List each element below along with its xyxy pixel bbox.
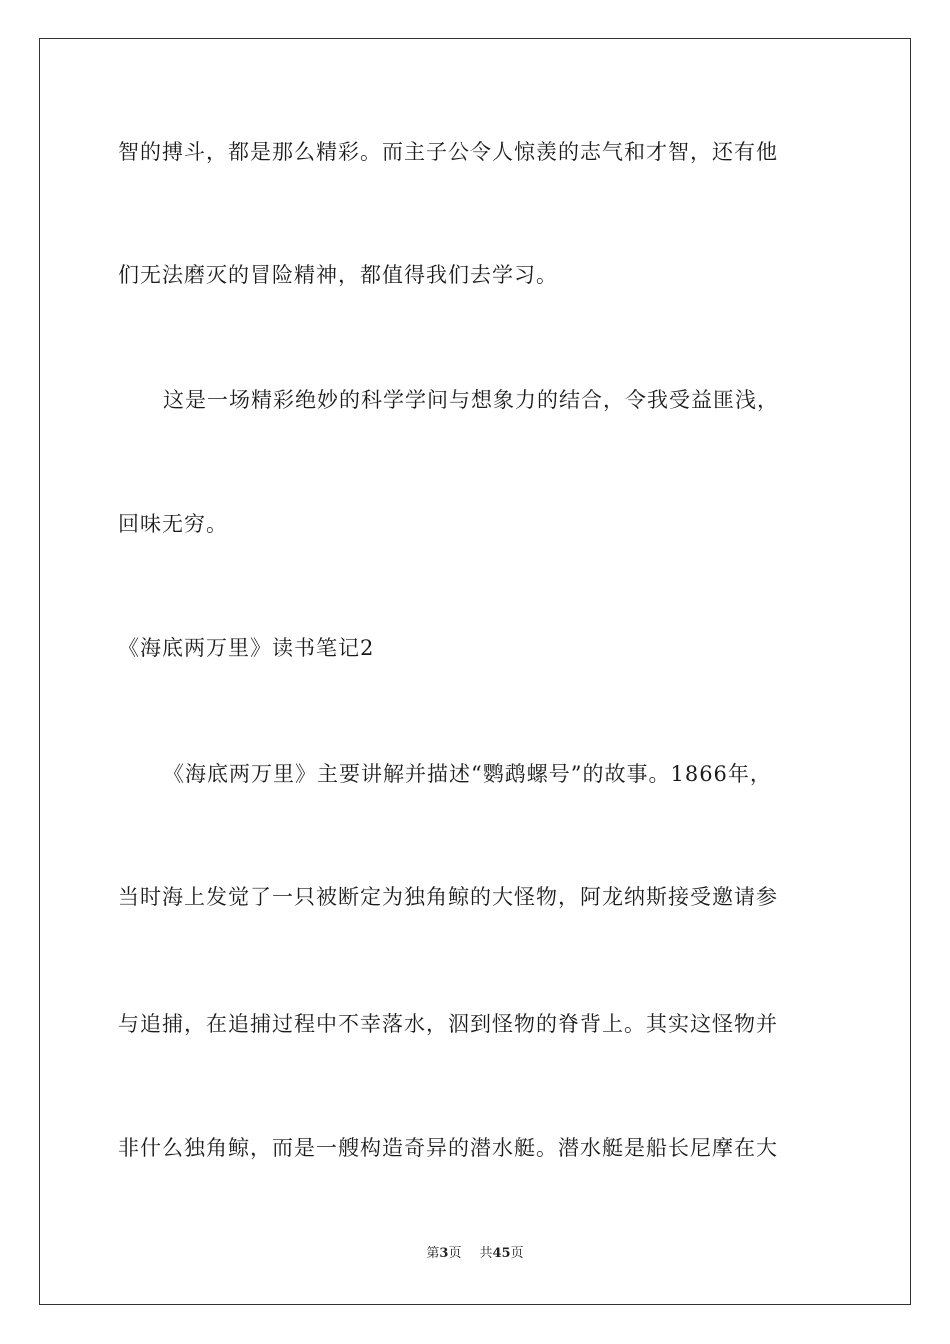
text-line-7: 当时海上发觉了一只被断定为独角鲸的大怪物，阿龙纳斯接受邀请参	[118, 885, 778, 909]
page-border	[39, 38, 911, 1305]
footer-page-number: 3	[439, 1246, 449, 1261]
footer-total-pages: 45	[492, 1246, 511, 1261]
text-line-2: 们无法磨灭的冒险精神，都值得我们去学习。	[118, 263, 558, 287]
page-footer	[0, 1245, 950, 1263]
footer-page-prefix: 第	[426, 1246, 440, 1261]
text-line-8: 与追捕，在追捕过程中不幸落水，泅到怪物的脊背上。其实这怪物并	[118, 1012, 778, 1036]
section-heading: 《海底两万里》读书笔记2	[118, 636, 375, 660]
footer-total-suffix: 页	[510, 1246, 524, 1261]
text-line-4: 回味无穷。	[118, 512, 228, 536]
text-line-3: 这是一场精彩绝妙的科学学问与想象力的结合，令我受益匪浅，	[163, 388, 779, 412]
text-line-1: 智的搏斗，都是那么精彩。而主子公令人惊羡的志气和才智，还有他	[118, 140, 778, 164]
text-line-6: 《海底两万里》主要讲解并描述“鹦鹉螺号”的故事。1866年，	[163, 762, 772, 786]
text-line-9: 非什么独角鲸，而是一艘构造奇异的潜水艇。潜水艇是船长尼摩在大	[118, 1136, 778, 1160]
footer-page-suffix: 页	[448, 1246, 462, 1261]
footer-total-prefix: 共	[479, 1246, 493, 1261]
